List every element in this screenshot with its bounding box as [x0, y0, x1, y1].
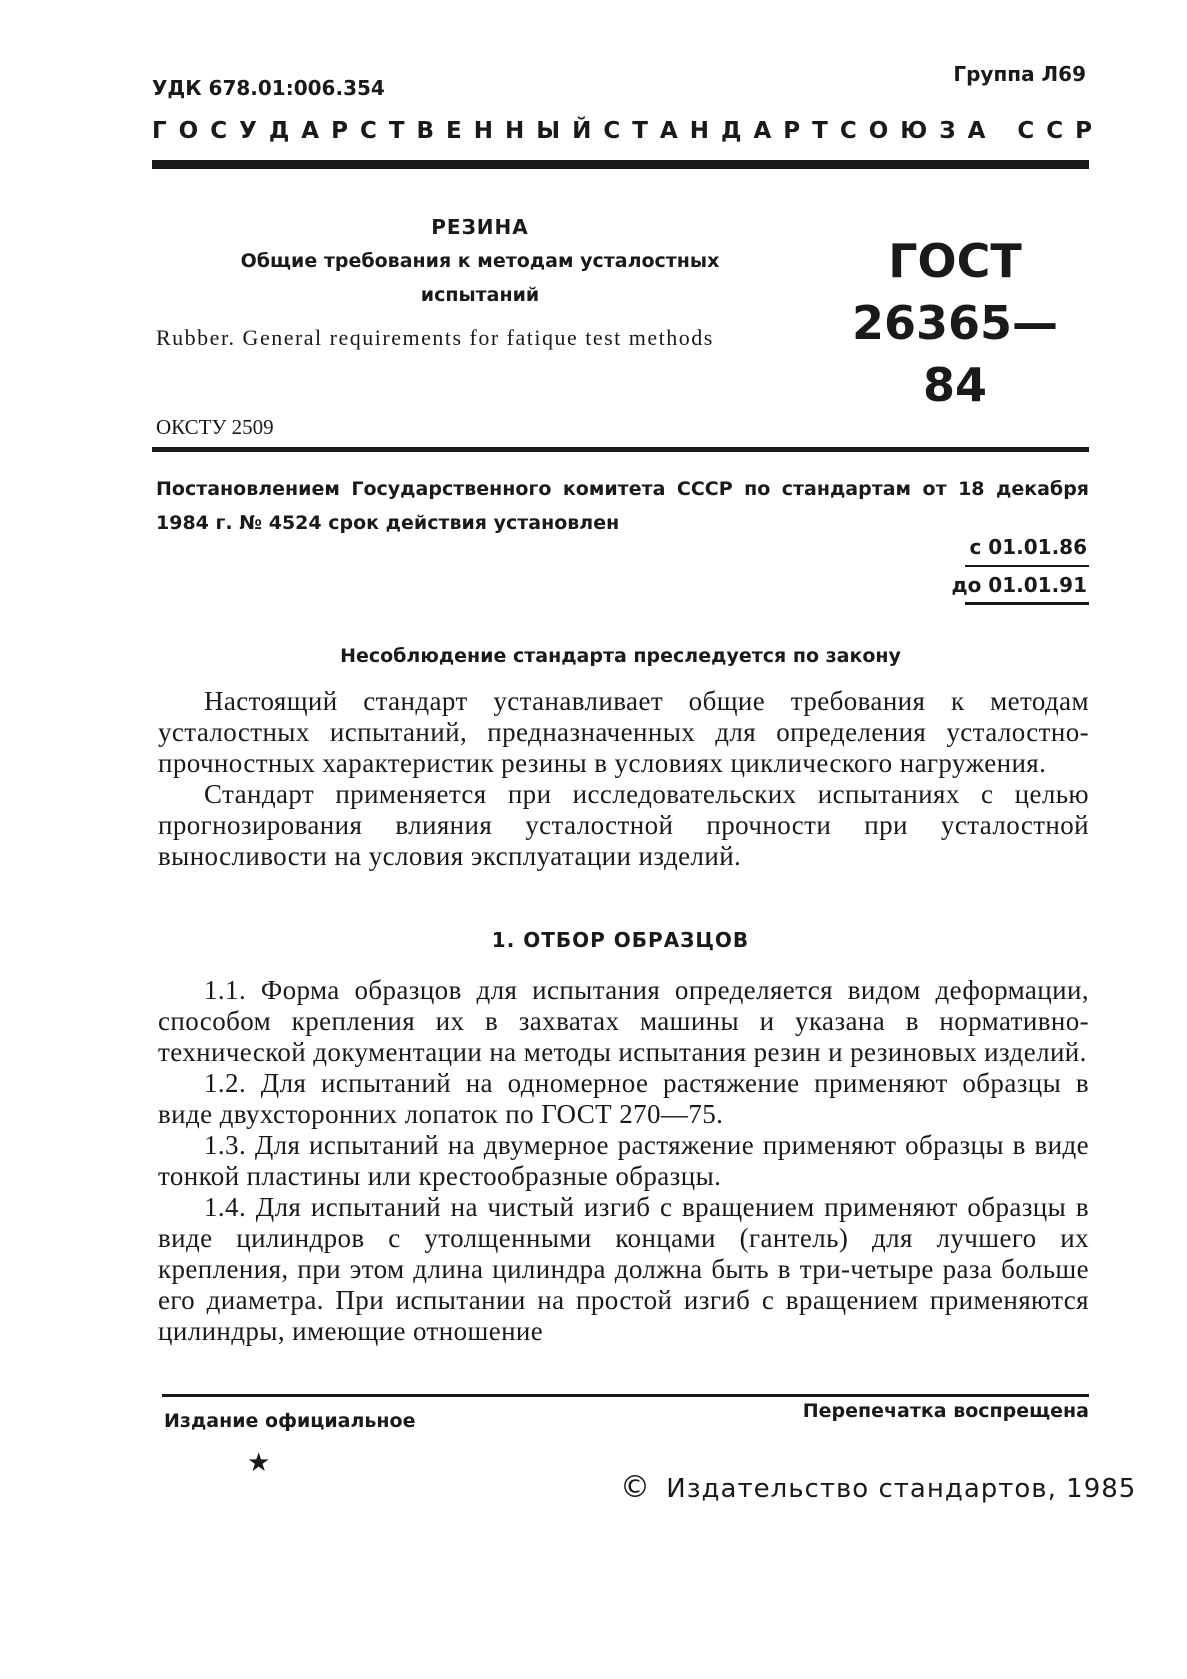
- okstu-rule: [152, 447, 1089, 452]
- gost-number: 26365—84: [851, 296, 1059, 412]
- banner-word-2: СТАНДАРТ: [603, 118, 840, 144]
- clause-1-4: 1.4. Для испытаний на чистый изгиб с вращением применяют образцы в виде цилиндров с утолщенными концами (гантель) для лучшего их крепления, при этом длина цилиндра должна быть в три-четыре раза больше его диаметра. При испытании на простой изгиб с вращением применяются цилиндры, имеющие отношение: [158, 1192, 1089, 1346]
- intro-text: [158, 686, 1089, 872]
- date-rule-1: [965, 565, 1089, 567]
- reprint-notice: Перепечатка воспрещена: [802, 1400, 1089, 1422]
- footer-rule: [162, 1394, 1089, 1397]
- section-heading: 1. ОТБОР ОБРАЗЦОВ: [491, 928, 750, 952]
- banner-word-3: СОЮЗА ССР: [839, 118, 1105, 144]
- english-title: Rubber. General requirements for fatique test methods: [156, 325, 714, 350]
- state-standard-banner: [152, 118, 1105, 144]
- date-rule-2: [965, 602, 1089, 605]
- intro-paragraph: Настоящий стандарт устанавливает общие требования к методам усталостных испытаний, предназначенных для определения усталостно-прочностных характеристик резины в условиях циклического нагружения.: [158, 686, 1089, 778]
- intro-paragraph: Стандарт применяется при исследовательских испытаниях с целью прогнозирования влияния усталостной прочности при усталостной выносливости на условия эксплуатации изделий.: [158, 779, 1089, 871]
- banner-word-1: ГОСУДАРСТВЕННЫЙ: [152, 118, 604, 144]
- publisher-line: [620, 1470, 1136, 1505]
- gost-label: ГОСТ: [888, 234, 1022, 288]
- date-to: до 01.01.91: [951, 573, 1087, 597]
- publisher-text: Издательство стандартов, 1985: [666, 1474, 1137, 1504]
- clause-1-2: 1.2. Для испытаний на одномерное растяжение применяют образцы в виде двухсторонних лопаток по ГОСТ 270—75.: [158, 1068, 1089, 1129]
- law-notice: Несоблюдение стандарта преследуется по закону: [340, 645, 901, 667]
- copyright-icon: ©: [620, 1470, 651, 1505]
- section-items: [158, 975, 1089, 1347]
- header-rule: [152, 160, 1089, 169]
- clause-1-1: 1.1. Форма образцов для испытания определяется видом деформации, способом крепления их в захватах машины и указана в нормативно-технической документации на методы испытания резин и резиновых изделий.: [158, 975, 1089, 1067]
- star-icon: ★: [247, 1448, 271, 1477]
- gost-designation: [830, 230, 1080, 416]
- udk-code: УДК 678.01:006.354: [152, 76, 385, 100]
- official-edition: Издание официальное: [164, 1410, 416, 1432]
- standard-subtitle-line1: Общие требования к методам усталостных: [240, 250, 720, 272]
- group-code: Группа Л69: [953, 62, 1086, 86]
- title-block: [200, 210, 760, 312]
- decree-text: Постановлением Государственного комитета СССР по стандартам от 18 декабря 1984 г. № 4524 срок действия установлен: [156, 478, 1089, 534]
- standard-name: РЕЗИНА: [431, 215, 529, 239]
- clause-1-3: 1.3. Для испытаний на двумерное растяжение применяют образцы в виде тонкой пластины или крестообразные образцы.: [158, 1130, 1089, 1191]
- date-from: с 01.01.86: [969, 535, 1087, 559]
- okstu-code: ОКСТУ 2509: [156, 415, 274, 439]
- standard-subtitle-line2: испытаний: [420, 284, 540, 306]
